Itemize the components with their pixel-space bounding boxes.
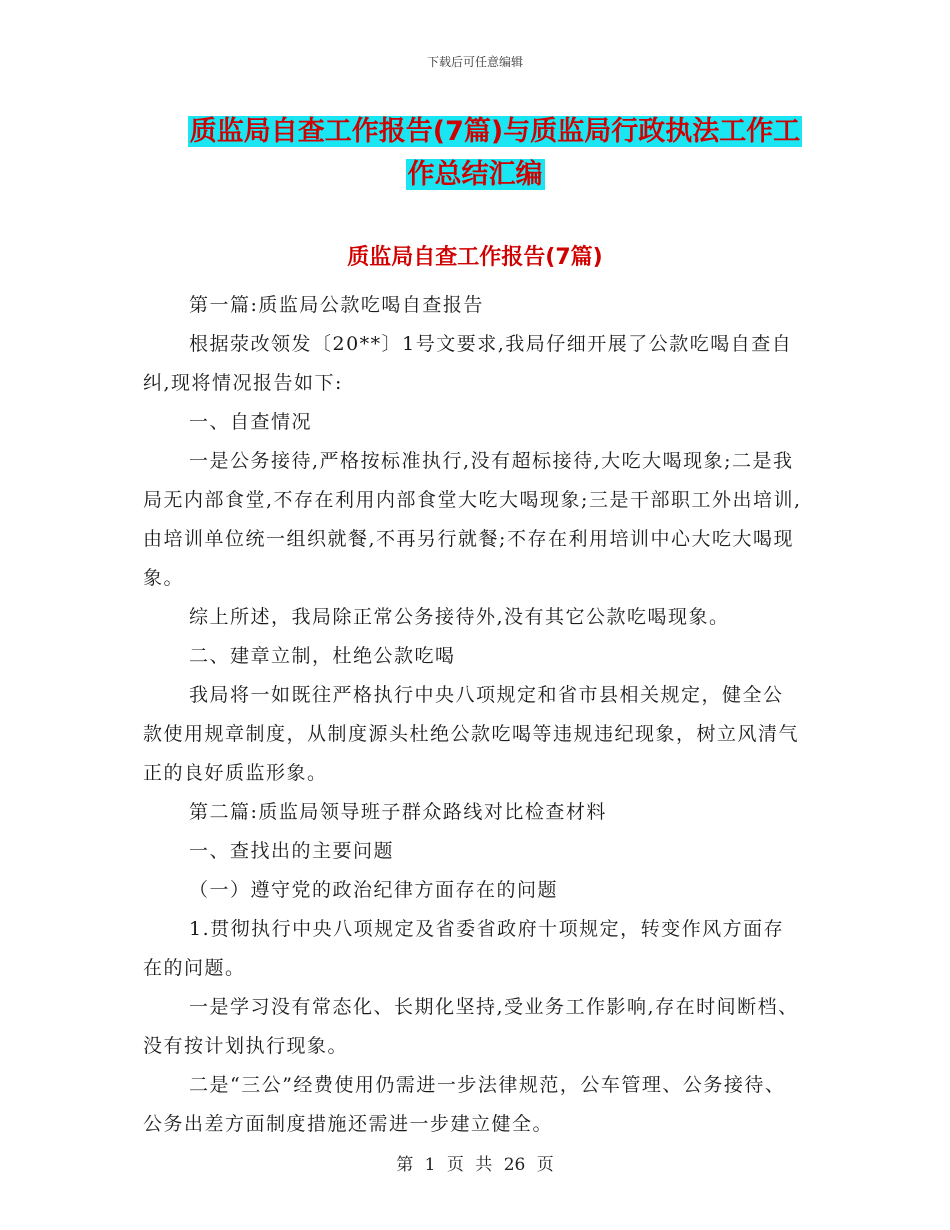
header-note: 下载后可任意编辑 [426, 55, 523, 69]
main-title-line-2-text: 作总结汇编 [407, 159, 543, 190]
paragraph: 综上所述，我局除正常公务接待外,没有其它公款吃喝现象。 [189, 606, 730, 628]
main-title-line-2 [0, 155, 950, 195]
section-title: 质监局自查工作报告(7篇) [347, 245, 603, 270]
document-body [143, 286, 803, 1144]
paragraph: 二是“三公”经费使用仍需进一步法律规范，公车管理、公务接待、公务出差方面制度措施还需进一步建立健全。 [143, 1074, 786, 1135]
paragraph: 根据荥改领发〔20**〕1号文要求,我局仔细开展了公款吃喝自查自纠,现将情况报告如下: [143, 333, 793, 394]
paragraph: 一、自查情况 [189, 411, 313, 433]
paragraph: （一）遵守党的政治纪律方面存在的问题 [189, 879, 559, 901]
page-footer: 第 1 页 共 26 页 [396, 1155, 554, 1175]
main-title-line-1-text: 质监局自查工作报告(7篇)与质监局行政执法工作工 [189, 116, 801, 147]
paragraph: 我局将一如既往严格执行中央八项规定和省市县相关规定，健全公款使用规章制度，从制度源头杜绝公款吃喝等违规违纪现象，树立风清气正的良好质监形象。 [143, 684, 800, 784]
paragraph: 一是公务接待,严格按标准执行,没有超标接待,大吃大喝现象;二是我局无内部食堂,不存在利用内部食堂大吃大喝现象;三是干部职工外出培训,由培训单位统一组织就餐,不再另行就餐;不存在利用培训中心大吃大喝现象。 [143, 450, 802, 589]
main-title-line-1 [20, 112, 950, 152]
paragraph: 1.贯彻执行中央八项规定及省委省政府十项规定，转变作风方面存在的问题。 [143, 918, 785, 979]
paragraph: 第二篇:质监局领导班子群众路线对比检查材料 [189, 801, 607, 823]
paragraph: 二、建章立制，杜绝公款吃喝 [189, 645, 456, 667]
paragraph: 第一篇:质监局公款吃喝自查报告 [189, 294, 484, 316]
paragraph: 一是学习没有常态化、长期化坚持,受业务工作影响,存在时间断档、没有按计划执行现象。 [143, 996, 799, 1057]
paragraph: 一、查找出的主要问题 [189, 840, 395, 862]
